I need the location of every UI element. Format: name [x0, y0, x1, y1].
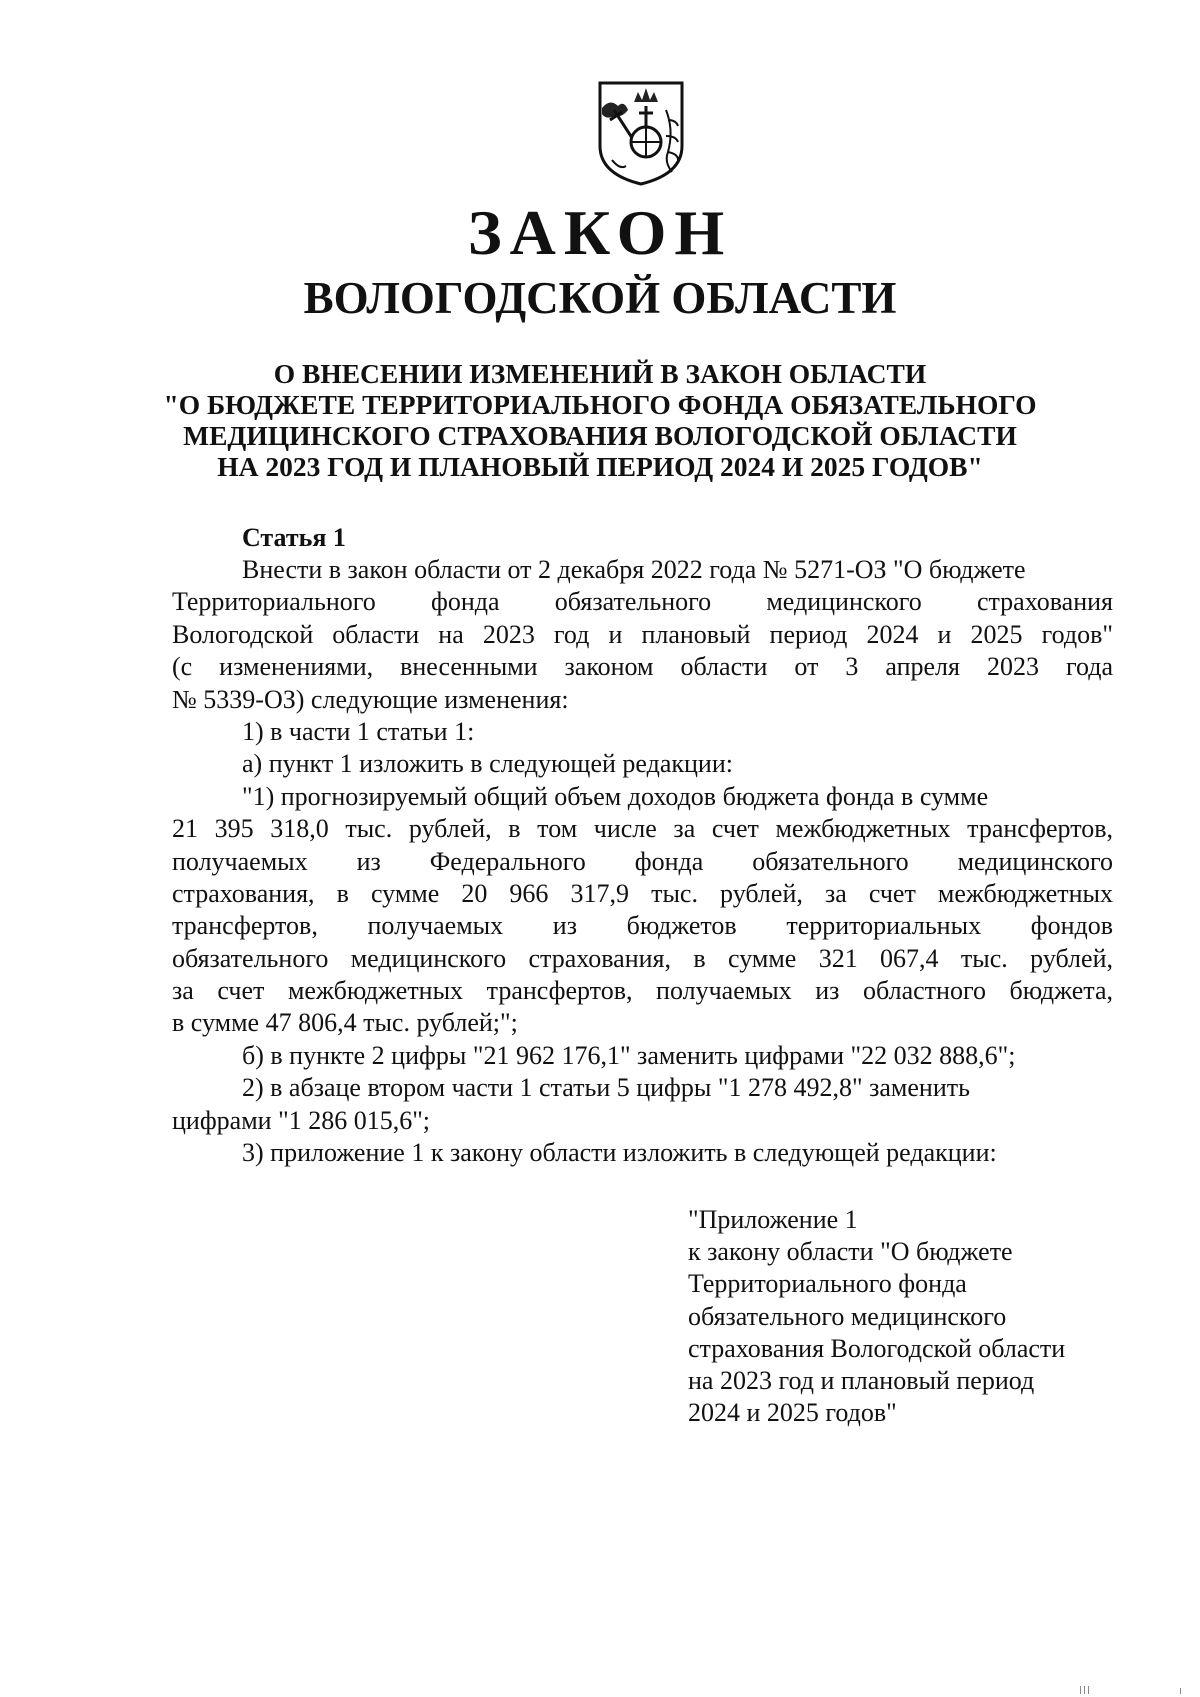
- body-line: цифрами "1 286 015,6";: [172, 1105, 431, 1135]
- heading-line: О ВНЕСЕНИИ ИЗМЕНЕНИЙ В ЗАКОН ОБЛАСТИ: [273, 358, 927, 389]
- body-line: 21 395 318,0 тыс. рублей, в том числе за счет межбюджетных трансфертов,: [172, 814, 1113, 844]
- appendix-line: к закону области "О бюджете: [688, 1237, 1013, 1267]
- body-line: за счет межбюджетных трансфертов, получаемых из областного бюджета,: [172, 976, 1113, 1006]
- body-line: а) пункт 1 изложить в следующей редакции:: [242, 749, 733, 779]
- document-title: ЗАКОН: [467, 197, 733, 268]
- body-line: получаемых из Федерального фонда обязательного медицинского: [172, 846, 1113, 876]
- body-line: в сумме 47 806,4 тыс. рублей;";: [172, 1008, 518, 1038]
- body-line: Внести в закон области от 2 декабря 2022 года № 5271-ОЗ "О бюджете: [242, 555, 1026, 584]
- article-body: [172, 554, 1113, 1169]
- body-line: страхования, в сумме 20 966 317,9 тыс. рублей, за счет межбюджетных: [172, 878, 1113, 908]
- appendix-line: Территориального фонда: [688, 1269, 967, 1299]
- body-line: обязательного медицинского страхования, в сумме 321 067,4 тыс. рублей,: [172, 943, 1113, 973]
- body-line: Территориального фонда обязательного медицинского страхования: [172, 587, 1113, 617]
- law-heading: [150, 358, 1050, 482]
- body-line: 1) в части 1 статьи 1:: [242, 716, 475, 746]
- appendix-reference: [688, 1204, 1065, 1429]
- appendix-line: "Приложение 1: [688, 1205, 858, 1234]
- body-line: Вологодской области на 2023 год и плановый период 2024 и 2025 годов": [172, 619, 1113, 649]
- body-line: 3) приложение 1 к закону области изложить в следующей редакции:: [242, 1138, 997, 1168]
- scan-mark: [1080, 1686, 1081, 1694]
- body-line: б) в пункте 2 цифры "21 962 176,1" заменить цифрами "22 032 888,6";: [242, 1040, 1016, 1070]
- heading-line: НА 2023 ГОД И ПЛАНОВЫЙ ПЕРИОД 2024 И 2025 ГОДОВ": [217, 451, 983, 482]
- scan-mark: [1084, 1686, 1085, 1694]
- document-region: ВОЛОГОДСКОЙ ОБЛАСТИ: [303, 273, 897, 323]
- coat-of-arms-emblem: [596, 80, 686, 186]
- appendix-line: на 2023 год и плановый период: [688, 1366, 1035, 1396]
- body-line: (с изменениями, внесенными законом области от 3 апреля 2023 года: [172, 652, 1113, 682]
- heading-line: МЕДИЦИНСКОГО СТРАХОВАНИЯ ВОЛОГОДСКОЙ ОБЛАСТИ: [183, 420, 1017, 451]
- body-line: "1) прогнозируемый общий объем доходов бюджета фонда в сумме: [242, 781, 989, 811]
- body-line: трансфертов, получаемых из бюджетов территориальных фондов: [172, 911, 1113, 941]
- article-title: Статья 1: [242, 523, 346, 552]
- appendix-line: обязательного медицинского: [688, 1301, 1007, 1331]
- body-line: 2) в абзаце втором части 1 статьи 5 цифры "1 278 492,8" заменить: [242, 1073, 970, 1103]
- body-line: № 5339-ОЗ) следующие изменения:: [172, 684, 569, 714]
- appendix-line: 2024 и 2025 годов": [688, 1398, 897, 1428]
- appendix-line: страхования Вологодской области: [688, 1333, 1066, 1363]
- scan-mark: [1088, 1686, 1089, 1694]
- scan-mark: [1180, 1688, 1181, 1694]
- heading-line: "О БЮДЖЕТЕ ТЕРРИТОРИАЛЬНОГО ФОНДА ОБЯЗАТЕЛЬНОГО: [163, 389, 1037, 420]
